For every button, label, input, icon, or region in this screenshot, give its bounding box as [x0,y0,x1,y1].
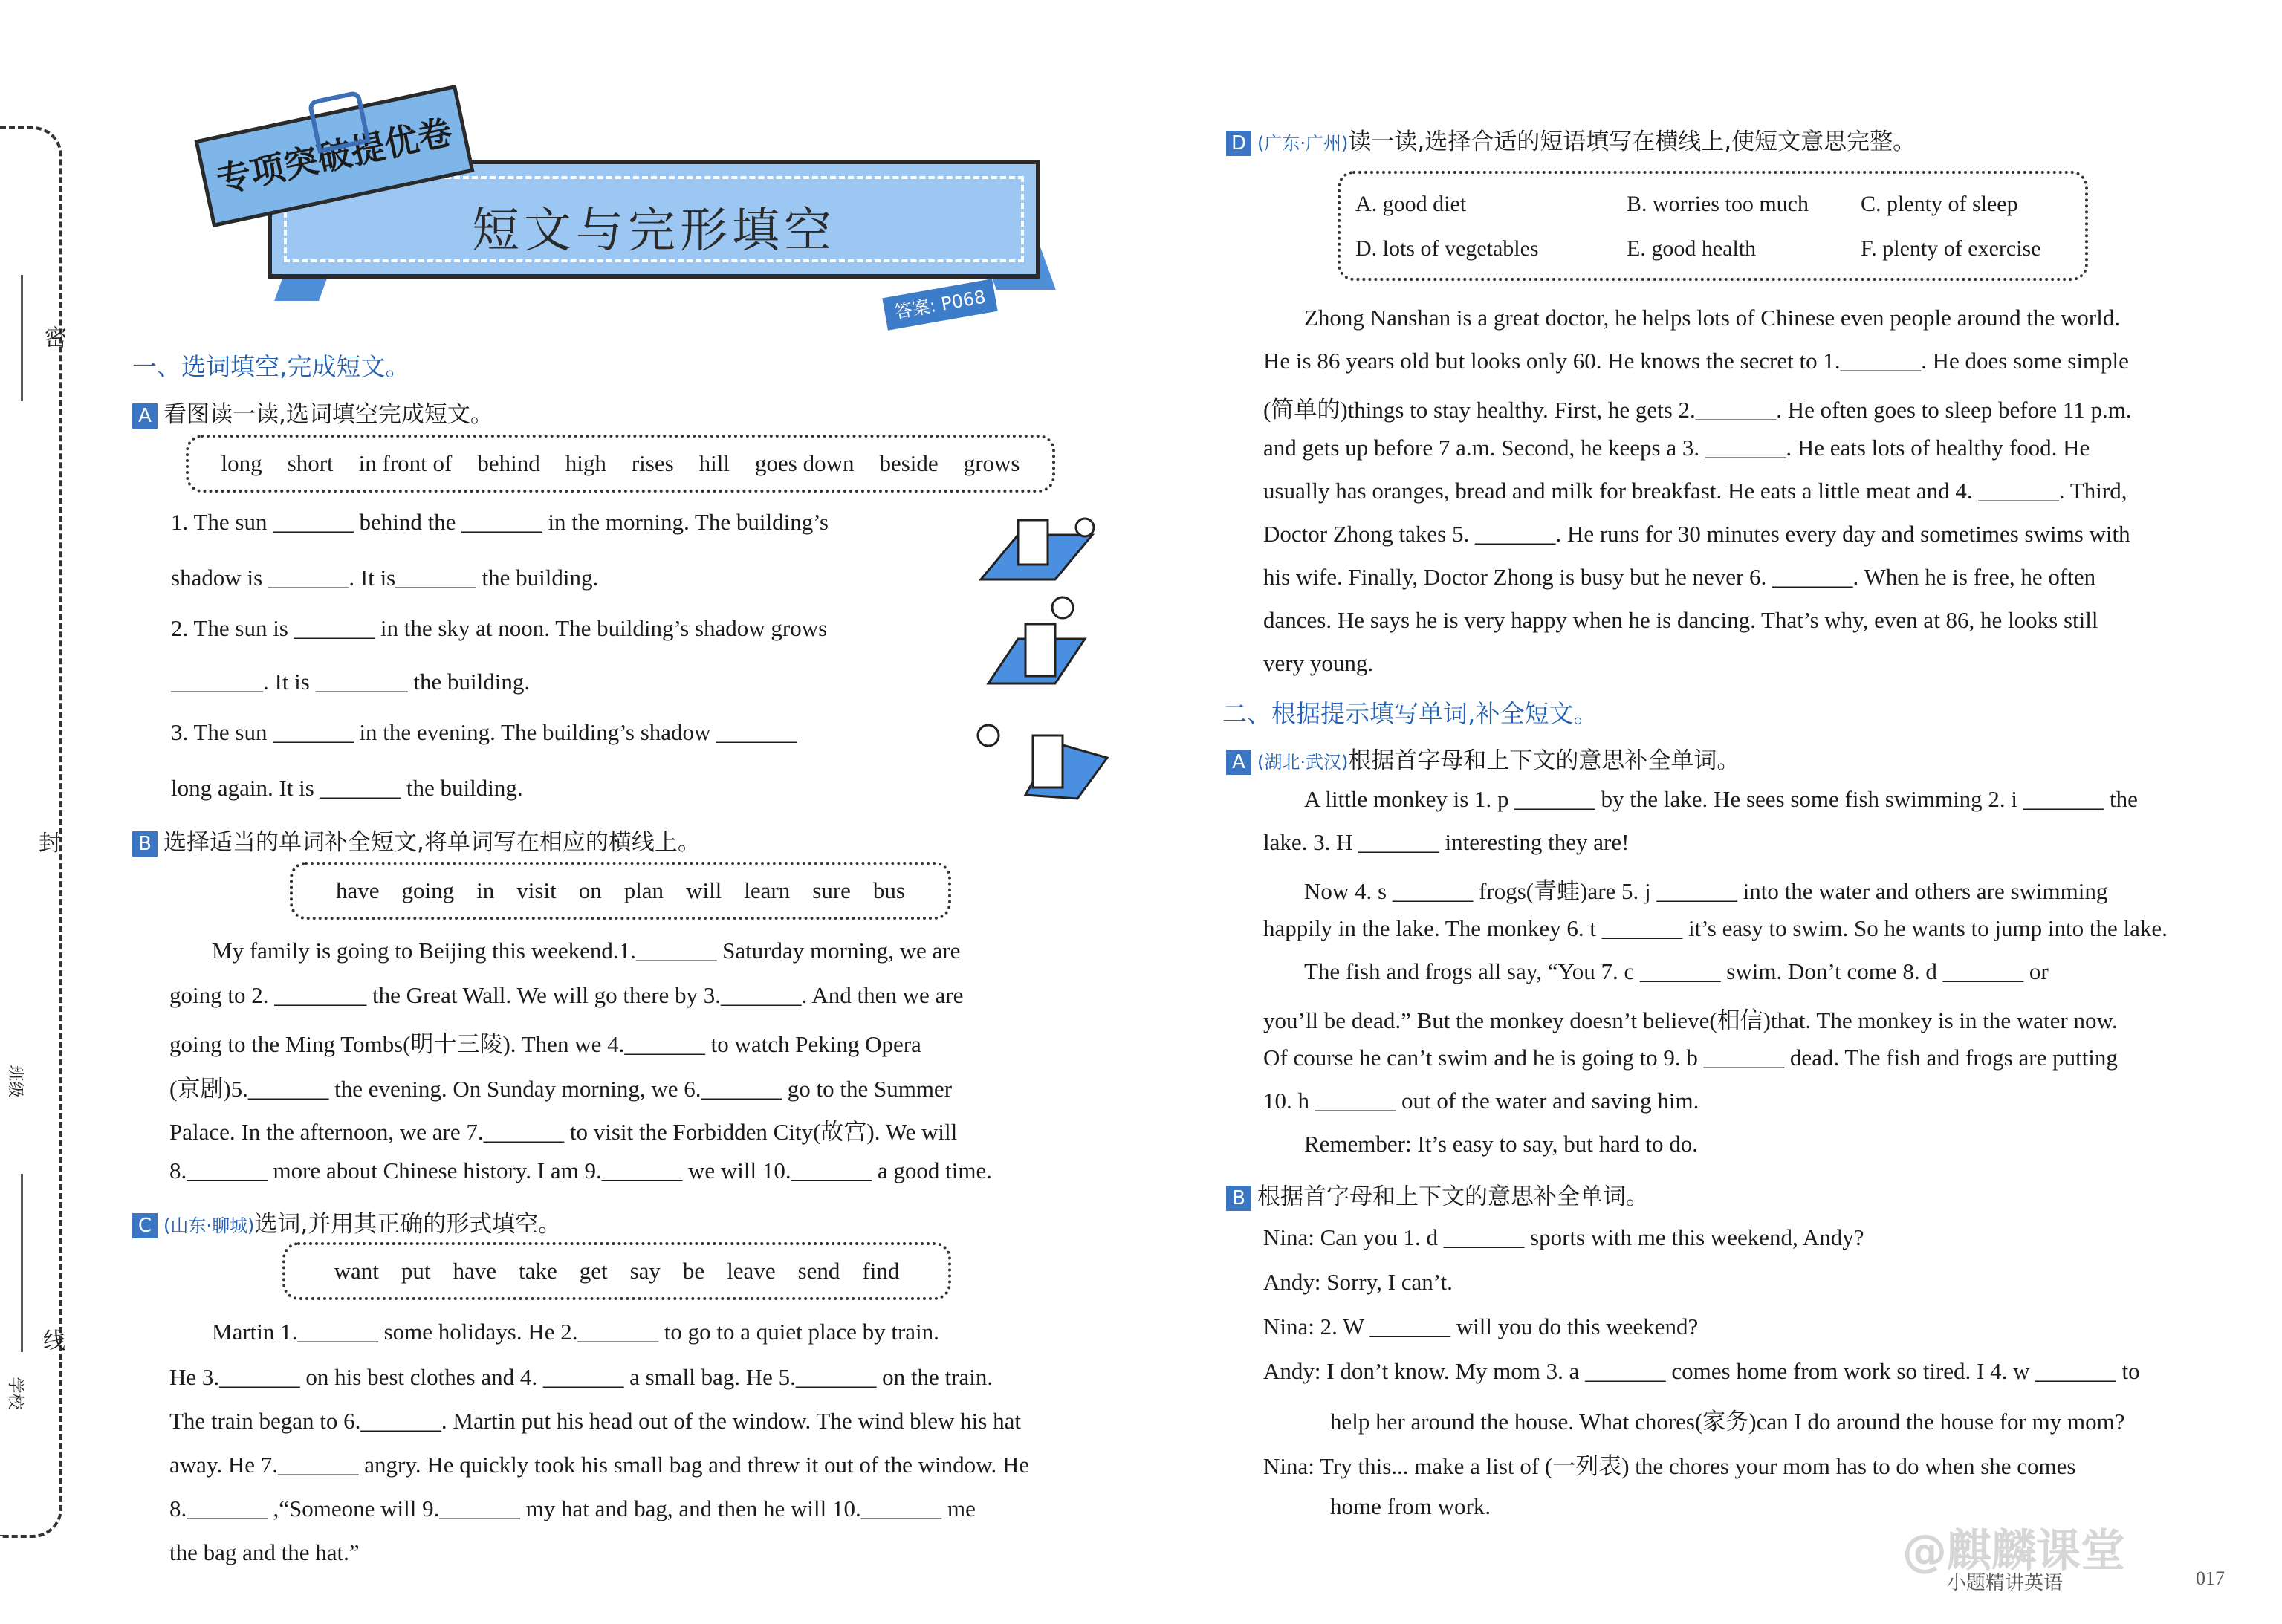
word-bank-item: bus [872,877,905,903]
question-a-line: 2. The sun is _______ in the sky at noon. The building’s shadow grows [171,615,828,641]
answer-reference: 答案: P068 [882,279,997,330]
binding-xian: 线 [43,1328,65,1354]
passage-2a-line: A little monkey is 1. p _______ by the lake. He sees some fish swimming 2. i _______ the [1304,786,2138,812]
word-bank-item: short [287,450,334,476]
binding-mi: 密 [45,325,67,351]
word-bank-item: behind [477,450,540,476]
question-d-instruction [1226,123,1916,156]
word-bank-a [186,435,1055,493]
binding-rule [21,1174,23,1352]
question-a-instruction [132,395,493,429]
question-2b-text: 根据首字母和上下文的意思补全单词。 [1257,1183,1649,1210]
word-bank-item: will [686,877,722,903]
option-item: F. plenty of exercise [1861,236,2041,261]
passage-c-line: Martin 1._______ some holidays. He 2._______ to go to a quiet place by train. [212,1319,939,1345]
question-b-text: 选择适当的单词补全短文,将单词写在相应的横线上。 [163,829,701,856]
word-bank-item: hill [698,450,730,476]
passage-d-line: very young. [1263,650,1374,676]
word-bank-b [290,862,951,920]
passage-d-line: Doctor Zhong takes 5. _______. He runs for 30 minutes every day and sometimes swims with [1263,521,2130,547]
dialogue-line: Nina: 2. W _______ will you do this weekend? [1263,1313,1699,1339]
question-a-line: ________. It is ________ the building. [171,669,531,695]
passage-b-line: (京剧)5._______ the evening. On Sunday morning, we 6._______ go to the Summer [169,1076,953,1102]
passage-c-line: He 3._______ on his best clothes and 4. _______ a small bag. He 5._______ on the train. [169,1364,993,1390]
word-bank-item: long [221,450,262,476]
question-badge: C [132,1213,158,1238]
option-item: B. worries too much [1627,192,1809,216]
passage-b-line: Palace. In the afternoon, we are 7._______ to visit the Forbidden City(故宫). We will [169,1119,958,1145]
word-bank-item: find [862,1258,900,1284]
option-item: D. lots of vegetables [1355,236,1539,261]
word-bank-item: beside [879,450,939,476]
question-a-line: shadow is _______. It is_______ the building. [171,565,599,591]
passage-b-line: going to the Ming Tombs(明十三陵). Then we 4._______ to watch Peking Opera [169,1031,921,1057]
section-heading-2: 二、根据提示填写单词,补全短文。 [1222,699,1598,728]
options-box-d [1338,171,2088,281]
question-b-instruction [132,823,701,857]
question-badge: B [132,831,158,857]
word-bank-item: take [519,1258,557,1284]
option-item: E. good health [1627,236,1757,261]
question-c-text: 选词,并用其正确的形式填空。 [254,1211,562,1238]
word-bank-item: plan [623,877,664,903]
dialogue-line: Nina: Try this... make a list of (一列表) the chores your mom has to do when she comes [1263,1453,2076,1479]
question-badge: D [1226,131,1251,156]
sunset-building-illustration [966,713,1115,802]
passage-2a-line: Remember: It’s easy to say, but hard to do. [1304,1131,1699,1157]
word-bank-item: going [401,877,455,903]
question-badge: A [1226,750,1251,775]
passage-d-line: and gets up before 7 a.m. Second, he keeps a 3. _______. He eats lots of healthy food. He [1263,435,2090,461]
question-a-text: 看图读一读,选词填空完成短文。 [163,401,493,428]
word-bank-item: leave [727,1258,776,1284]
page-number: 017 [2196,1568,2225,1589]
region-tag: (山东·聊城) [163,1215,255,1236]
dialogue-line: Nina: Can you 1. d _______ sports with me this weekend, Andy? [1263,1224,1864,1250]
word-bank-item: say [629,1258,661,1284]
passage-2a-line: happily in the lake. The monkey 6. t _______ it’s easy to swim. So he wants to jump into the lake. [1263,915,2168,941]
question-c-instruction [132,1205,561,1238]
passage-b-line: 8._______ more about Chinese history. I am 9._______ we will 10._______ a good time. [169,1157,992,1183]
dialogue-line: home from work. [1330,1493,1491,1519]
footer-text: 小题精讲英语 [1947,1572,2064,1594]
binder-clip-icon [307,90,370,153]
passage-2a-line: Of course he can’t swim and he is going to 9. b _______ dead. The fish and frogs are putting [1263,1045,2118,1071]
school-label: 学校 [5,1377,25,1410]
passage-2a-line: Now 4. s _______ frogs(青蛙)are 5. j _______ into the water and others are swimming [1304,878,2108,904]
question-2b-instruction [1226,1178,1649,1211]
question-a-line: long again. It is _______ the building. [171,775,523,801]
passage-c-line: the bag and the hat.” [169,1539,360,1565]
question-d-text: 读一读,选择合适的短语填写在横线上,使短文意思完整。 [1348,129,1916,155]
passage-c-line: away. He 7._______ angry. He quickly took his small bag and threw it out of the window. He [169,1452,1030,1478]
word-bank-item: grows [963,450,1020,476]
passage-b-line: going to 2. ________ the Great Wall. We will go there by 3._______. And then we are [169,982,964,1008]
passage-c-line: 8._______ ,“Someone will 9._______ my hat and bag, and then he will 10._______ me [169,1495,976,1521]
passage-b-line: My family is going to Beijing this weekend.1._______ Saturday morning, we are [212,938,961,964]
word-bank-item: want [334,1258,379,1284]
passage-2a-line: 10. h _______ out of the water and saving him. [1263,1088,1699,1114]
word-bank-item: learn [744,877,791,903]
question-badge: A [132,403,158,429]
word-bank-item: in [476,877,495,903]
passage-d-line: dances. He says he is very happy when he is dancing. That’s why, even at 86, he looks still [1263,607,2098,633]
dialogue-line: Andy: I don’t know. My mom 3. a _______ comes home from work so tired. I 4. w _______ to [1263,1358,2140,1384]
word-bank-item: have [453,1258,497,1284]
passage-2a-line: The fish and frogs all say, “You 7. c _______ swim. Don’t come 8. d _______ or [1304,958,2049,984]
dialogue-line: help her around the house. What chores(家务)can I do around the house for my mom? [1330,1409,2125,1435]
passage-d-line: usually has oranges, bread and milk for breakfast. He eats a little meat and 4. _______. Third, [1263,478,2127,504]
question-badge: B [1226,1186,1251,1211]
passage-2a-line: you’ll be dead.” But the monkey doesn’t believe(相信)that. The monkey is in the water now. [1263,1007,2118,1033]
region-tag: (广东·广州) [1257,133,1349,154]
word-bank-item: high [565,450,606,476]
option-item: A. good diet [1355,192,1467,216]
passage-d-line: Zhong Nanshan is a great doctor, he helps lots of Chinese even people around the world. [1304,305,2121,331]
class-label: 班级 [5,1065,25,1098]
word-bank-item: sure [812,877,851,903]
passage-d-line: his wife. Finally, Doctor Zhong is busy but he never 6. _______. When he is free, he often [1263,564,2096,590]
passage-d-line: He is 86 years old but looks only 60. He knows the secret to 1._______. He does some simple [1263,348,2129,374]
section-heading-1: 一、选词填空,完成短文。 [132,352,410,381]
word-bank-item: rises [631,450,674,476]
passage-2a-line: lake. 3. H _______ interesting they are! [1263,829,1630,855]
word-bank-item: visit [516,877,557,903]
dialogue-line: Andy: Sorry, I can’t. [1263,1269,1453,1295]
word-bank-item: send [797,1258,840,1284]
word-bank-c [282,1242,951,1300]
question-a-line: 3. The sun _______ in the evening. The building’s shadow _______ [171,719,797,745]
word-bank-item: have [336,877,380,903]
question-2a-text: 根据首字母和上下文的意思补全单词。 [1348,747,1740,774]
word-bank-item: goes down [755,450,855,476]
passage-d-line: (简单的)things to stay healthy. First, he gets 2._______. He often goes to sleep before 11 p.m. [1263,397,2132,423]
page-title: 短文与完形填空 [472,204,836,259]
question-2a-instruction [1226,741,1740,775]
binding-feng: 封 [39,831,61,857]
region-tag: (湖北·武汉) [1257,752,1349,773]
question-a-line: 1. The sun _______ behind the _______ in the morning. The building’s [171,509,829,535]
word-bank-item: on [578,877,602,903]
word-bank-item: in front of [358,450,453,476]
series-tag-label: 专项突破提优卷 [213,111,456,201]
word-bank-item: be [682,1258,705,1284]
word-bank-item: put [401,1258,431,1284]
word-bank-item: get [579,1258,608,1284]
option-item: C. plenty of sleep [1861,192,2018,216]
binding-rule [21,275,23,401]
watermark: @麒麟课堂 [1902,1525,2125,1577]
passage-c-line: The train began to 6._______. Martin put his head out of the window. The wind blew his hat [169,1408,1021,1434]
sunrise-building-illustration [973,505,1115,587]
noon-building-illustration [973,594,1115,691]
